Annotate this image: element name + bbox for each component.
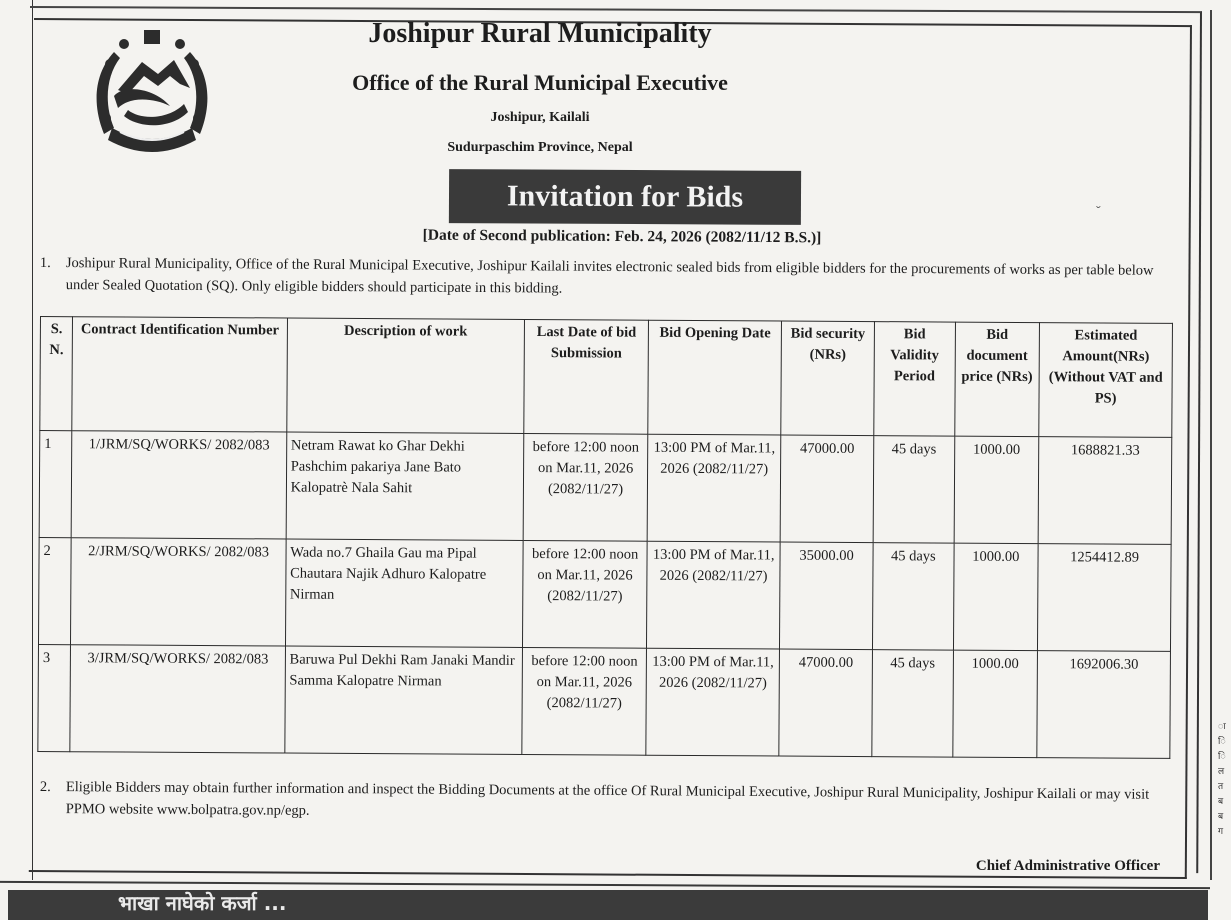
table-row <box>38 644 1171 758</box>
table-row <box>39 431 1172 545</box>
signatory-title: Chief Administrative Officer <box>975 858 1160 874</box>
separator-line <box>0 881 1210 889</box>
cell-description: Netram Rawat ko Ghar Dekhi Pashchim pakariya Jane Bato Kalopatrè Nala Sahit <box>286 432 524 540</box>
next-notice-banner <box>8 890 1208 920</box>
cell-last-date: before 12:00 noon on Mar.11, 2026 (2082/11/27) <box>523 433 648 541</box>
cell-last-date: before 12:00 noon on Mar.11, 2026 (2082/11/27) <box>522 647 647 755</box>
column-header-validity: Bid Validity Period <box>874 322 955 436</box>
cell-bid-security: 47000.00 <box>780 435 874 543</box>
cell-validity: 45 days <box>873 436 954 543</box>
column-header-contract-id: Contract Identification Number <box>72 317 287 432</box>
cell-estimated-amount: 1692006.30 <box>1037 651 1170 759</box>
cell-last-date: before 12:00 noon on Mar.11, 2026 (2082/11/27) <box>522 540 647 648</box>
notice-title: Invitation for Bids <box>506 179 744 214</box>
office-name: Office of the Rural Municipal Executive <box>352 70 728 95</box>
cell-sn: 3 <box>38 644 71 751</box>
cell-validity: 45 days <box>872 650 953 757</box>
stray-mark: ˬ <box>1096 194 1101 209</box>
paragraph-number: 1. <box>39 254 51 272</box>
cell-validity: 45 days <box>873 543 954 650</box>
office-location: Joshipur, Kailali <box>490 110 590 125</box>
cell-doc-price: 1000.00 <box>954 436 1039 544</box>
column-header-opening-date: Bid Opening Date <box>648 320 781 435</box>
paragraph-text: Joshipur Rural Municipality, Office of the Rural Municipal Executive, Joshipur Kailali invites electronic sealed bids from eligible bidders for the procurements of works as per table below under Sealed Quotation (SQ). Only eligible bidders should participate in this bidding. <box>65 255 1154 297</box>
cell-description: Wada no.7 Ghaila Gau ma Pipal Chautara Najik Adhuro Kalopatre Nirman <box>285 539 523 647</box>
column-header-doc-price: Bid document price (NRs) <box>954 322 1039 437</box>
column-header-sn: S. N. <box>40 317 73 431</box>
publication-date: [Date of Second publication: Feb. 24, 2026 (2082/11/12 B.S.)] <box>422 226 822 247</box>
cell-doc-price: 1000.00 <box>952 650 1037 758</box>
column-header-estimated-amount: Estimated Amount(NRs) (Without VAT and PS) <box>1039 323 1173 438</box>
nepal-coat-of-arms-icon <box>84 24 220 164</box>
cell-contract-id: 1/JRM/SQ/WORKS/ 2082/083 <box>72 431 287 539</box>
cell-doc-price: 1000.00 <box>953 543 1038 651</box>
cell-opening-date: 13:00 PM of Mar.11, 2026 (2082/11/27) <box>646 648 779 756</box>
paragraph-number: 2. <box>39 778 51 796</box>
cell-sn: 1 <box>39 431 72 538</box>
cell-opening-date: 13:00 PM of Mar.11, 2026 (2082/11/27) <box>647 541 780 649</box>
column-header-bid-security: Bid security (NRs) <box>781 321 875 436</box>
municipality-title: Joshipur Rural Municipality <box>368 18 712 49</box>
cell-estimated-amount: 1254412.89 <box>1038 544 1171 652</box>
cell-contract-id: 3/JRM/SQ/WORKS/ 2082/083 <box>70 645 285 753</box>
bids-table <box>37 316 1173 759</box>
column-divider <box>1210 10 1212 880</box>
table-row <box>38 537 1171 651</box>
adjacent-column-fragment: ा ि ि ल त ब ब ग <box>1218 722 1226 837</box>
table-header-row <box>40 317 1173 438</box>
cell-bid-security: 35000.00 <box>780 542 874 650</box>
paragraph-2 <box>39 776 1188 828</box>
cell-sn: 2 <box>38 537 71 644</box>
column-header-last-date: Last Date of bid Submission <box>524 319 649 434</box>
notice-title-banner <box>449 169 801 225</box>
cell-contract-id: 2/JRM/SQ/WORKS/ 2082/083 <box>71 538 286 646</box>
cell-opening-date: 13:00 PM of Mar.11, 2026 (2082/11/27) <box>647 434 780 542</box>
cell-estimated-amount: 1688821.33 <box>1038 437 1171 545</box>
paragraph-1 <box>39 252 1188 304</box>
next-notice-headline: भाखा नाघेको कर्जा ... <box>118 891 287 915</box>
province: Sudurpaschim Province, Nepal <box>447 140 633 155</box>
paragraph-text: Eligible Bidders may obtain further information and inspect the Bidding Documents at the office Of Rural Municipal Executive, Joshipur Rural Municipality, Joshipur Kailali or may visit PPMO website www.bolpatra.gov.np/egp. <box>65 779 1150 819</box>
cell-bid-security: 47000.00 <box>779 649 873 757</box>
column-header-description: Description of work <box>286 318 524 433</box>
cell-description: Baruwa Pul Dekhi Ram Janaki Mandir Samma Kalopatre Nirman <box>284 646 522 754</box>
